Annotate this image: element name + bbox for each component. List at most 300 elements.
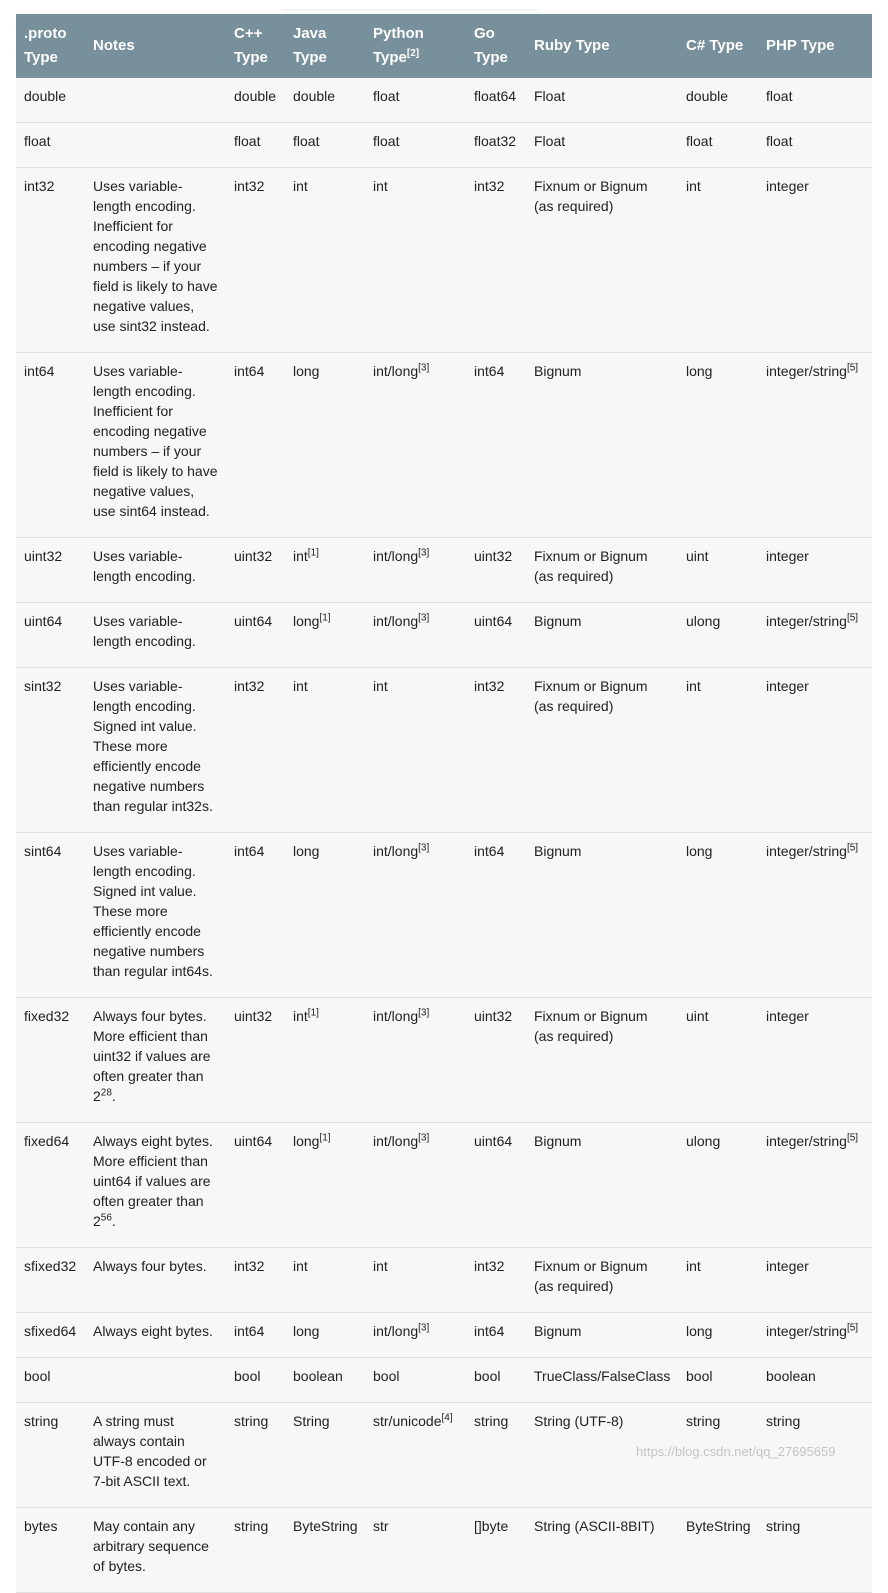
- cell-cpp-text: uint64: [234, 1133, 273, 1149]
- scalar-types-table: [16, 14, 872, 1593]
- cell-notes-text: A string must always contain UTF-8 encoded or 7-bit ASCII text.: [93, 1413, 207, 1489]
- cell-go: [466, 353, 526, 538]
- cell-proto-text: bool: [24, 1368, 51, 1384]
- cell-php: [758, 78, 872, 123]
- cell-java: [285, 1313, 365, 1358]
- cell-ruby-text: TrueClass/FalseClass: [534, 1368, 671, 1384]
- cell-php: [758, 1248, 872, 1313]
- cell-proto-text: int64: [24, 363, 55, 379]
- cell-python: [365, 78, 466, 123]
- cell-python: [365, 833, 466, 998]
- footnote-link[interactable]: [3]: [418, 842, 430, 854]
- cell-java: [285, 603, 365, 668]
- cell-php: [758, 1123, 872, 1248]
- footnote-link[interactable]: [4]: [441, 1412, 453, 1424]
- cell-proto-text: float: [24, 133, 51, 149]
- cell-ruby-text: Bignum: [534, 613, 582, 629]
- table-row: [16, 168, 872, 353]
- cell-ruby: [526, 78, 678, 123]
- cell-cpp-text: float: [234, 133, 261, 149]
- cell-php-text: integer/string: [766, 613, 847, 629]
- cell-csharp-text: ByteString: [686, 1518, 751, 1534]
- cell-proto: [16, 1123, 85, 1248]
- cell-php: [758, 353, 872, 538]
- cell-java-text: int: [293, 1258, 308, 1274]
- cell-java: [285, 668, 365, 833]
- cell-python: [365, 668, 466, 833]
- cell-csharp: [678, 1358, 758, 1403]
- cell-notes-text: May contain any arbitrary sequence of bytes.: [93, 1518, 209, 1574]
- cell-ruby-text: Bignum: [534, 1133, 582, 1149]
- notes-tail: .: [111, 1088, 116, 1104]
- cell-proto: [16, 998, 85, 1123]
- table-header-row: [16, 14, 872, 78]
- cell-java-text: long: [293, 1323, 320, 1339]
- cell-cpp-text: int32: [234, 1258, 265, 1274]
- cell-proto: [16, 668, 85, 833]
- cell-ruby: [526, 1313, 678, 1358]
- cell-python-text: str/unicode: [373, 1413, 442, 1429]
- cell-notes: [85, 353, 226, 538]
- cell-java: [285, 538, 365, 603]
- cell-java: [285, 833, 365, 998]
- cell-ruby-text: String (ASCII-8BIT): [534, 1518, 655, 1534]
- cell-notes: [85, 123, 226, 168]
- cell-python: [365, 168, 466, 353]
- cell-ruby: [526, 668, 678, 833]
- cell-proto-text: sint32: [24, 678, 62, 694]
- cell-ruby: [526, 833, 678, 998]
- cell-python-text: int: [373, 178, 388, 194]
- col-header-notes: Notes: [85, 14, 226, 78]
- cell-notes-text: Always four bytes.: [93, 1258, 207, 1274]
- table-row: [16, 1248, 872, 1313]
- cell-python: [365, 353, 466, 538]
- cell-csharp: [678, 668, 758, 833]
- cell-ruby: [526, 168, 678, 353]
- cell-python-text: int/long: [373, 843, 419, 859]
- cell-csharp-text: int: [686, 678, 701, 694]
- cell-cpp-text: int32: [234, 178, 265, 194]
- cell-csharp: [678, 538, 758, 603]
- cell-java-text: long: [293, 1133, 320, 1149]
- cell-proto-text: sint64: [24, 843, 62, 859]
- cell-ruby: [526, 1123, 678, 1248]
- cell-notes: [85, 833, 226, 998]
- cell-go: [466, 1508, 526, 1593]
- table-row: [16, 1358, 872, 1403]
- cell-cpp-text: double: [234, 88, 277, 104]
- cell-notes-text: Uses variable-length encoding.: [93, 548, 196, 584]
- footnote-link[interactable]: [3]: [418, 612, 430, 624]
- cell-cpp-text: bool: [234, 1368, 261, 1384]
- cell-go: [466, 668, 526, 833]
- cell-proto-text: uint32: [24, 548, 63, 564]
- cell-cpp: [226, 1248, 285, 1313]
- cell-proto: [16, 603, 85, 668]
- cell-php: [758, 168, 872, 353]
- footnote-link[interactable]: [3]: [418, 1132, 430, 1144]
- cell-notes: [85, 1123, 226, 1248]
- cell-proto-text: sfixed64: [24, 1323, 77, 1339]
- footnote-link[interactable]: [5]: [846, 362, 859, 374]
- cell-csharp-text: uint: [686, 548, 709, 564]
- cell-csharp: [678, 1508, 758, 1593]
- cell-cpp-text: string: [234, 1518, 269, 1534]
- cell-php: [758, 833, 872, 998]
- table-row: [16, 78, 872, 123]
- cell-php: [758, 1358, 872, 1403]
- footnote-link[interactable]: [1]: [319, 612, 331, 624]
- cell-ruby-text: Fixnum or Bignum (as required): [534, 178, 648, 214]
- cell-python: [365, 1248, 466, 1313]
- cell-java-text: float: [293, 133, 320, 149]
- cell-ruby: [526, 1508, 678, 1593]
- cell-python: [365, 1313, 466, 1358]
- cell-notes-text: Uses variable-length encoding. Inefficient for encoding negative numbers – if your field is likely to have negative values, use sint64 instead.: [93, 363, 218, 519]
- cell-notes-text: Uses variable-length encoding. Signed int value. These more efficiently encode negative numbers than regular int64s.: [93, 843, 213, 979]
- footnote-link[interactable]: [2]: [406, 48, 420, 59]
- cell-csharp: [678, 998, 758, 1123]
- cell-proto: [16, 353, 85, 538]
- cell-csharp: [678, 1123, 758, 1248]
- cell-python-text: int/long: [373, 548, 419, 564]
- cell-proto-text: double: [24, 88, 67, 104]
- cell-php: [758, 603, 872, 668]
- cell-csharp-text: int: [686, 1258, 701, 1274]
- cell-java: [285, 78, 365, 123]
- cell-php-text: string: [766, 1518, 801, 1534]
- footnote-link[interactable]: [3]: [418, 362, 430, 374]
- cell-php: [758, 1313, 872, 1358]
- cell-python: [365, 538, 466, 603]
- cell-python: [365, 998, 466, 1123]
- exponent: 28: [100, 1087, 112, 1099]
- cell-cpp: [226, 833, 285, 998]
- cell-java: [285, 998, 365, 1123]
- cell-python-text: str: [373, 1518, 389, 1534]
- cell-python: [365, 1123, 466, 1248]
- cell-java-text: ByteString: [293, 1518, 358, 1534]
- top-strip-divider: [283, 9, 539, 11]
- cell-java: [285, 1508, 365, 1593]
- cell-go-text: uint64: [474, 1133, 513, 1149]
- cell-csharp-text: int: [686, 178, 701, 194]
- table-row: [16, 538, 872, 603]
- notes-tail: .: [111, 1213, 116, 1229]
- cell-cpp: [226, 668, 285, 833]
- cell-java-text: int: [293, 178, 308, 194]
- cell-cpp-text: uint32: [234, 548, 273, 564]
- cell-php-text: integer: [766, 678, 809, 694]
- cell-proto: [16, 538, 85, 603]
- cell-python-text: bool: [373, 1368, 400, 1384]
- cell-cpp: [226, 538, 285, 603]
- col-header-go: Go Type: [466, 14, 526, 78]
- top-strip: [0, 0, 888, 14]
- cell-cpp: [226, 1508, 285, 1593]
- cell-csharp: [678, 833, 758, 998]
- cell-java-text: double: [293, 88, 336, 104]
- cell-python-text: float: [373, 133, 400, 149]
- cell-ruby: [526, 538, 678, 603]
- cell-php-text: integer/string: [766, 1323, 847, 1339]
- cell-go: [466, 1248, 526, 1313]
- cell-go: [466, 1123, 526, 1248]
- footnote-link[interactable]: [5]: [846, 842, 859, 854]
- cell-proto-text: string: [24, 1413, 59, 1429]
- cell-csharp: [678, 603, 758, 668]
- cell-php-text: integer/string: [766, 1133, 847, 1149]
- cell-ruby-text: Fixnum or Bignum (as required): [534, 548, 648, 584]
- table-row: [16, 668, 872, 833]
- cell-php-text: float: [766, 88, 793, 104]
- table-row: [16, 1508, 872, 1593]
- cell-cpp: [226, 603, 285, 668]
- cell-php-text: integer: [766, 1008, 809, 1024]
- cell-python: [365, 1508, 466, 1593]
- cell-notes: [85, 998, 226, 1123]
- cell-notes-text: Always eight bytes. More efficient than uint64 if values are often greater than 2: [93, 1133, 213, 1229]
- cell-notes: [85, 1358, 226, 1403]
- cell-notes: [85, 603, 226, 668]
- cell-csharp: [678, 353, 758, 538]
- cell-python: [365, 603, 466, 668]
- cell-go-text: uint32: [474, 548, 513, 564]
- cell-cpp: [226, 353, 285, 538]
- cell-php-text: integer: [766, 548, 809, 564]
- cell-go: [466, 1358, 526, 1403]
- col-header-cpp: C++ Type: [226, 14, 285, 78]
- cell-proto: [16, 1358, 85, 1403]
- cell-go-text: int64: [474, 843, 505, 859]
- cell-go: [466, 538, 526, 603]
- cell-cpp: [226, 123, 285, 168]
- cell-go-text: int64: [474, 1323, 505, 1339]
- cell-php-text: integer: [766, 1258, 809, 1274]
- cell-python-text: int/long: [373, 363, 419, 379]
- cell-go: [466, 603, 526, 668]
- cell-csharp-text: uint: [686, 1008, 709, 1024]
- cell-ruby: [526, 353, 678, 538]
- cell-go-text: uint32: [474, 1008, 513, 1024]
- cell-php: [758, 123, 872, 168]
- cell-go: [466, 998, 526, 1123]
- cell-java-text: int: [293, 548, 308, 564]
- cell-ruby-text: Float: [534, 133, 566, 149]
- cell-python-text: int: [373, 678, 388, 694]
- table-row: [16, 1313, 872, 1358]
- footnote-link[interactable]: [1]: [319, 1132, 331, 1144]
- cell-notes: [85, 1248, 226, 1313]
- cell-cpp-text: int64: [234, 1323, 265, 1339]
- cell-php-text: integer/string: [766, 363, 847, 379]
- cell-php-text: integer: [766, 178, 809, 194]
- cell-notes-text: Always eight bytes.: [93, 1323, 213, 1339]
- footnote-link[interactable]: [1]: [307, 1007, 319, 1019]
- cell-ruby-text: Fixnum or Bignum (as required): [534, 678, 648, 714]
- cell-java: [285, 1358, 365, 1403]
- col-header-proto: .proto Type: [16, 14, 85, 78]
- cell-go-text: int32: [474, 178, 505, 194]
- cell-java-text: long: [293, 613, 320, 629]
- cell-java-text: int: [293, 678, 308, 694]
- cell-notes-text: Always four bytes. More efficient than uint32 if values are often greater than 2: [93, 1008, 211, 1104]
- cell-java: [285, 168, 365, 353]
- cell-cpp: [226, 78, 285, 123]
- cell-csharp-text: long: [686, 363, 713, 379]
- cell-proto-text: bytes: [24, 1518, 58, 1534]
- cell-go: [466, 833, 526, 998]
- cell-csharp-text: long: [686, 843, 713, 859]
- cell-cpp: [226, 1358, 285, 1403]
- cell-ruby-text: Fixnum or Bignum (as required): [534, 1258, 648, 1294]
- cell-java: [285, 1123, 365, 1248]
- cell-go-text: int64: [474, 363, 505, 379]
- table-row: [16, 123, 872, 168]
- table-body: [16, 78, 872, 1593]
- cell-ruby-text: Fixnum or Bignum (as required): [534, 1008, 648, 1044]
- cell-cpp: [226, 1403, 285, 1508]
- table-row: [16, 353, 872, 538]
- footnote-link[interactable]: [3]: [418, 547, 430, 559]
- cell-cpp: [226, 168, 285, 353]
- cell-notes: [85, 1403, 226, 1508]
- watermark: https://blog.csdn.net/qq_27695659: [636, 1444, 836, 1459]
- cell-cpp-text: uint64: [234, 613, 273, 629]
- cell-go: [466, 78, 526, 123]
- cell-python: [365, 123, 466, 168]
- cell-java-text: long: [293, 363, 320, 379]
- footnote-link[interactable]: [3]: [418, 1007, 430, 1019]
- cell-go: [466, 123, 526, 168]
- cell-proto: [16, 168, 85, 353]
- cell-proto-text: fixed64: [24, 1133, 70, 1149]
- cell-csharp-text: long: [686, 1323, 713, 1339]
- cell-ruby-text: String (UTF-8): [534, 1413, 624, 1429]
- cell-python-text: int/long: [373, 613, 419, 629]
- table-row: [16, 1123, 872, 1248]
- cell-php: [758, 538, 872, 603]
- cell-php: [758, 668, 872, 833]
- table-row: [16, 603, 872, 668]
- table-row: [16, 833, 872, 998]
- footnote-link[interactable]: [1]: [307, 547, 319, 559]
- cell-java: [285, 1403, 365, 1508]
- col-header-csharp: C# Type: [678, 14, 758, 78]
- cell-csharp-text: double: [686, 88, 729, 104]
- cell-proto-text: sfixed32: [24, 1258, 77, 1274]
- cell-php-text: string: [766, 1413, 801, 1429]
- cell-ruby: [526, 998, 678, 1123]
- cell-ruby: [526, 1248, 678, 1313]
- cell-java-text: boolean: [293, 1368, 343, 1384]
- cell-csharp: [678, 1313, 758, 1358]
- col-header-python: [365, 14, 466, 78]
- col-header-ruby: Ruby Type: [526, 14, 678, 78]
- cell-proto: [16, 1508, 85, 1593]
- cell-java: [285, 1248, 365, 1313]
- cell-proto: [16, 123, 85, 168]
- cell-go-text: string: [474, 1413, 509, 1429]
- cell-csharp: [678, 78, 758, 123]
- cell-proto: [16, 1313, 85, 1358]
- cell-cpp: [226, 998, 285, 1123]
- cell-csharp: [678, 123, 758, 168]
- cell-go-text: bool: [474, 1368, 501, 1384]
- cell-csharp: [678, 168, 758, 353]
- cell-proto: [16, 1403, 85, 1508]
- col-header-java: Java Type: [285, 14, 365, 78]
- cell-java-text: long: [293, 843, 320, 859]
- cell-csharp-text: string: [686, 1413, 721, 1429]
- cell-notes: [85, 168, 226, 353]
- cell-cpp-text: int64: [234, 843, 265, 859]
- footnote-link[interactable]: [5]: [846, 1322, 859, 1334]
- cell-ruby-text: Bignum: [534, 843, 582, 859]
- cell-cpp-text: int64: [234, 363, 265, 379]
- cell-notes: [85, 1508, 226, 1593]
- cell-csharp-text: bool: [686, 1368, 713, 1384]
- cell-cpp: [226, 1123, 285, 1248]
- col-header-python-label: Python Type: [373, 25, 424, 66]
- cell-go: [466, 1403, 526, 1508]
- cell-java: [285, 123, 365, 168]
- cell-python-text: int/long: [373, 1323, 419, 1339]
- cell-notes-text: Uses variable-length encoding. Inefficient for encoding negative numbers – if your field is likely to have negative values, use sint32 instead.: [93, 178, 218, 334]
- cell-proto: [16, 833, 85, 998]
- cell-csharp-text: ulong: [686, 613, 721, 629]
- cell-ruby: [526, 123, 678, 168]
- cell-java: [285, 353, 365, 538]
- cell-php: [758, 998, 872, 1123]
- footnote-link[interactable]: [3]: [418, 1322, 430, 1334]
- cell-notes: [85, 1313, 226, 1358]
- table-row: [16, 998, 872, 1123]
- footnote-link[interactable]: [5]: [846, 1132, 859, 1144]
- cell-go-text: float64: [474, 88, 517, 104]
- cell-python-text: int: [373, 1258, 388, 1274]
- cell-proto-text: uint64: [24, 613, 63, 629]
- col-header-php: PHP Type: [758, 14, 872, 78]
- footnote-link[interactable]: [5]: [846, 612, 859, 624]
- exponent: 56: [100, 1212, 112, 1224]
- cell-cpp: [226, 1313, 285, 1358]
- cell-ruby-text: Bignum: [534, 363, 582, 379]
- cell-ruby-text: Bignum: [534, 1323, 582, 1339]
- cell-go: [466, 1313, 526, 1358]
- cell-go: [466, 168, 526, 353]
- cell-python-text: int/long: [373, 1133, 419, 1149]
- cell-notes: [85, 538, 226, 603]
- cell-cpp-text: int32: [234, 678, 265, 694]
- cell-go-text: uint64: [474, 613, 513, 629]
- cell-php: [758, 1508, 872, 1593]
- cell-proto: [16, 78, 85, 123]
- cell-ruby-text: Float: [534, 88, 566, 104]
- cell-php-text: integer/string: [766, 843, 847, 859]
- cell-python-text: float: [373, 88, 400, 104]
- cell-go-text: int32: [474, 1258, 505, 1274]
- cell-java-text: int: [293, 1008, 308, 1024]
- cell-ruby: [526, 603, 678, 668]
- cell-java-text: String: [293, 1413, 330, 1429]
- cell-go-text: []byte: [474, 1518, 509, 1534]
- cell-python: [365, 1403, 466, 1508]
- cell-cpp-text: string: [234, 1413, 269, 1429]
- cell-ruby: [526, 1358, 678, 1403]
- cell-php-text: boolean: [766, 1368, 816, 1384]
